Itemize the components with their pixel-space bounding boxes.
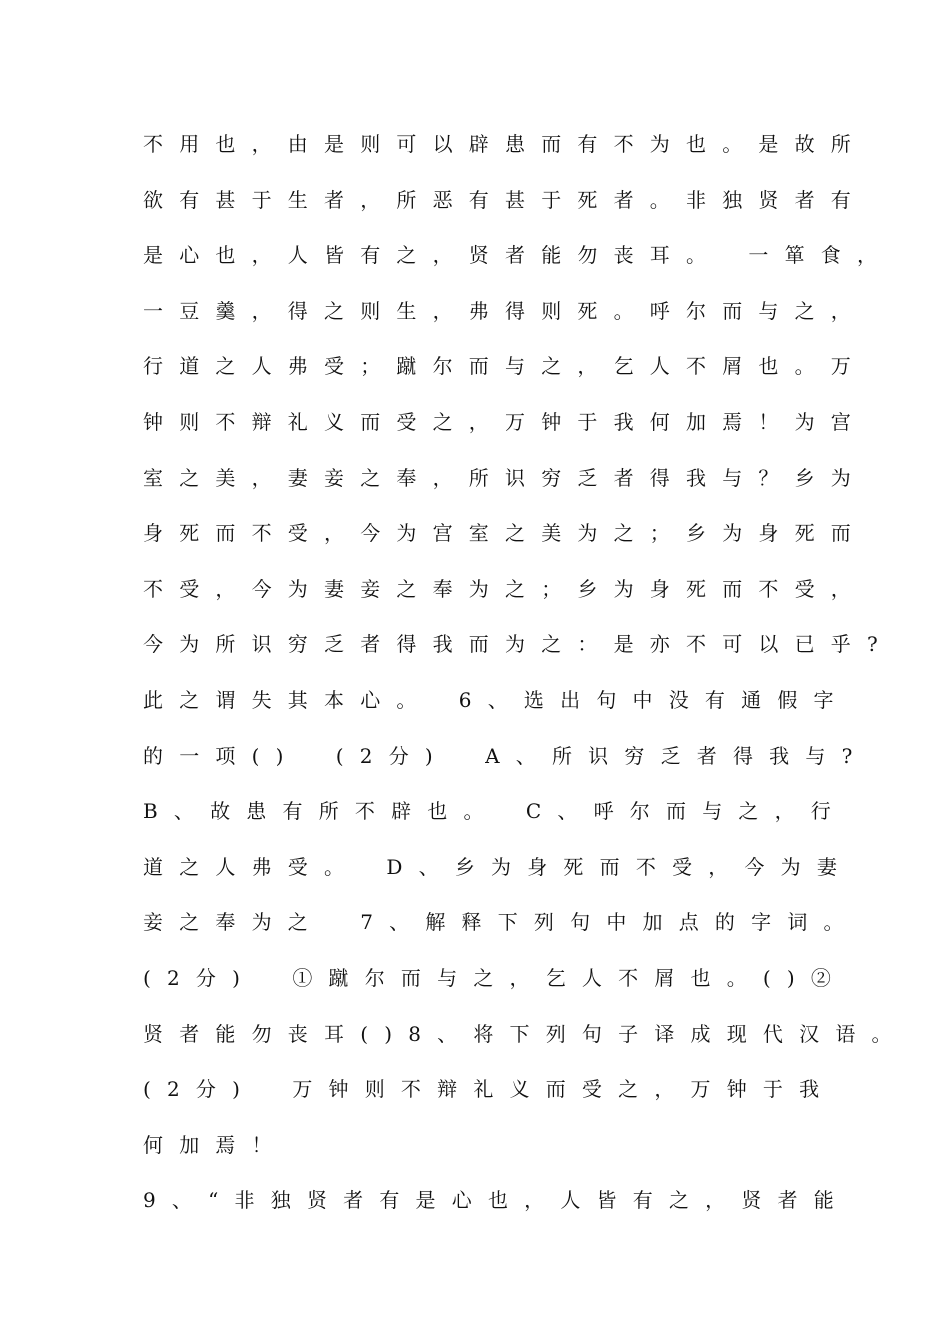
text-line: (2分) 万钟则不辩礼义而受之，万钟于我 xyxy=(143,1077,836,1102)
text-line: (2分) ①蹴尔而与之，乞人不屑也。()② xyxy=(143,965,848,990)
text-line: 欲有甚于生者，所恶有甚于死者。非独贤者有 xyxy=(143,187,867,212)
text-line: 9、“非独贤者有是心也，人皆有之，贤者能 xyxy=(143,1188,850,1213)
text-line: 妾之奉为之 7、解释下列句中加点的字词。 xyxy=(143,910,860,935)
text-line: 不受，今为妻妾之奉为之；乡为身死而不受， xyxy=(143,576,867,601)
text-line: 的一项() (2分) A、所识穷乏者得我与? xyxy=(143,743,869,768)
text-line: 不用也，由是则可以辟患而有不为也。是故所 xyxy=(143,132,867,156)
text-line: 行道之人弗受；蹴尔而与之，乞人不屑也。万 xyxy=(143,354,867,379)
text-line: 身死而不受，今为宫室之美为之；乡为身死而 xyxy=(143,521,867,546)
text-line: 何加焉！ xyxy=(143,1132,288,1157)
text-line: 贤者能勿丧耳()8、将下列句子译成现代汉语。 xyxy=(143,1021,908,1046)
text-line: 道之人弗受。 D、乡为身死而不受，今为妻 xyxy=(143,854,854,879)
text-line: 此之谓失其本心。 6、选出句中没有通假字 xyxy=(143,687,850,712)
text-line: 一豆羹，得之则生，弗得则死。呼尔而与之， xyxy=(143,298,867,323)
text-line: 室之美，妻妾之奉，所识穷乏者得我与？乡为 xyxy=(143,465,867,490)
text-line: B、故患有所不辟也。 C、呼尔而与之，行 xyxy=(143,799,847,824)
text-line: 是心也，人皆有之，贤者能勿丧耳。 一箪食， xyxy=(143,243,894,268)
document-body xyxy=(143,126,908,1238)
text-line: 今为所识穷乏者得我而为之：是亦不可以已乎? xyxy=(143,632,894,657)
text-line: 钟则不辩礼义而受之，万钟于我何加焉！为宫 xyxy=(143,409,867,434)
